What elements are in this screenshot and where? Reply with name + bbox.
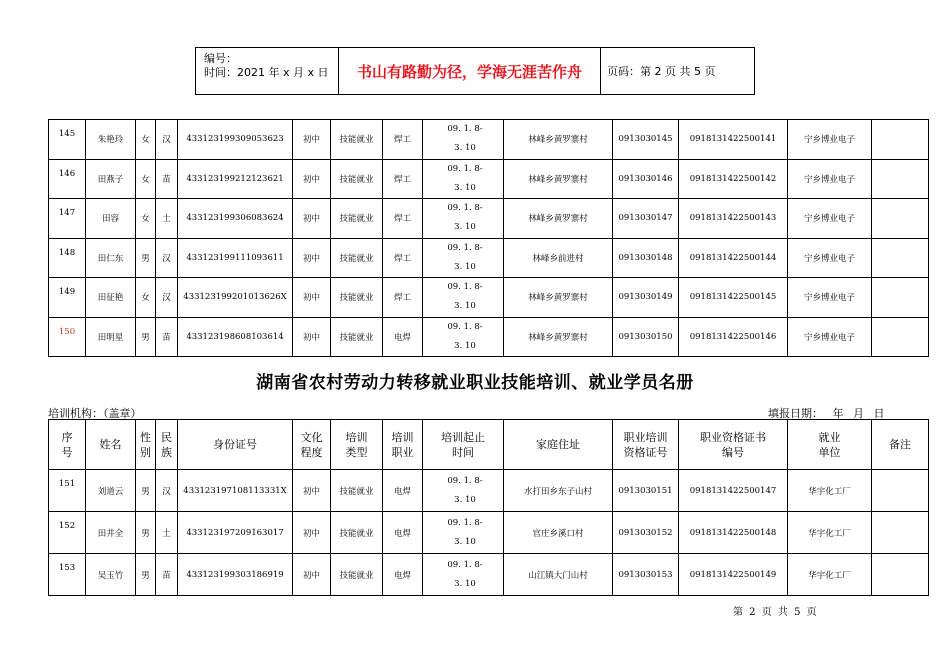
- cell-eth: 汉: [156, 238, 178, 278]
- col-header-unit: 就业单位: [788, 420, 872, 470]
- cell-id: 433123199309053623: [178, 120, 293, 160]
- motto: 书山有路勤为径，学海无涯苦作舟: [339, 48, 601, 94]
- cell-name: 田容: [86, 199, 136, 239]
- cell-edu: 初中: [293, 278, 331, 318]
- cell-date: [423, 317, 504, 357]
- cell-type: 技能就业: [331, 199, 383, 239]
- cell-job: 焊工: [383, 278, 423, 318]
- cell-job: 电焊: [383, 470, 423, 512]
- cell-sex: 男: [136, 512, 156, 554]
- cell-qual: 0918131422500142: [679, 159, 788, 199]
- cell-type: 技能就业: [331, 512, 383, 554]
- cell-qual: 0918131422500141: [679, 120, 788, 160]
- cell-edu: 初中: [293, 470, 331, 512]
- cell-note: [872, 554, 929, 596]
- cell-date: [423, 199, 504, 239]
- col-header-date: 培训起止时间: [423, 420, 504, 470]
- col-header-note: 备注: [872, 420, 929, 470]
- col-header-cert: 职业培训资格证号: [613, 420, 679, 470]
- training-org-label: 培训机构：（盖章）: [48, 407, 142, 420]
- cell-name: 田明星: [86, 317, 136, 357]
- cell-eth: 汉: [156, 120, 178, 160]
- cell-note: [872, 199, 929, 239]
- col-header-no: 序号: [49, 420, 86, 470]
- cell-sex: 男: [136, 470, 156, 512]
- cell-job: 焊工: [383, 120, 423, 160]
- date-end: 3. 10: [454, 536, 476, 547]
- cell-eth: 汉: [156, 278, 178, 318]
- cell-no: 148: [49, 238, 86, 278]
- cell-cert: 0913030145: [613, 120, 679, 160]
- page-header: [195, 47, 755, 95]
- cell-type: 技能就业: [331, 278, 383, 318]
- cell-cert: 0913030147: [613, 199, 679, 239]
- date-start: 09. 1. 8-: [447, 124, 483, 135]
- cell-sex: 女: [136, 159, 156, 199]
- cell-name: 田征艳: [86, 278, 136, 318]
- cell-name: 朱艳玲: [86, 120, 136, 160]
- cell-edu: 初中: [293, 199, 331, 239]
- cell-note: [872, 120, 929, 160]
- table-row: [49, 120, 929, 160]
- cell-name: 吴玉竹: [86, 554, 136, 596]
- cell-name: 田燕子: [86, 159, 136, 199]
- cell-id: 433123199111093611: [178, 238, 293, 278]
- cell-qual: 0918131422500146: [679, 317, 788, 357]
- cell-qual: 0918131422500148: [679, 512, 788, 554]
- page-footer: 第 2 页 共 5 页: [733, 607, 817, 618]
- cell-type: 技能就业: [331, 238, 383, 278]
- col-header-qual: 职业资格证书编号: [679, 420, 788, 470]
- table-row: [49, 278, 929, 318]
- cell-job: 焊工: [383, 238, 423, 278]
- cell-cert: 0913030146: [613, 159, 679, 199]
- cell-sex: 女: [136, 199, 156, 239]
- cell-eth: 苗: [156, 554, 178, 596]
- cell-job: 焊工: [383, 199, 423, 239]
- cell-unit: 宁乡博业电子: [788, 278, 872, 318]
- cell-date: [423, 278, 504, 318]
- cell-job: 焊工: [383, 159, 423, 199]
- cell-type: 技能就业: [331, 470, 383, 512]
- date-end: 3. 10: [454, 340, 476, 351]
- cell-id: 433123197209163017: [178, 512, 293, 554]
- col-header-id: 身份证号: [178, 420, 293, 470]
- date-start: 09. 1. 8-: [447, 475, 483, 486]
- date-end: 3. 10: [454, 578, 476, 589]
- cell-cert: 0913030150: [613, 317, 679, 357]
- cell-qual: 0918131422500147: [679, 470, 788, 512]
- cell-eth: 土: [156, 199, 178, 239]
- cell-cert: 0913030149: [613, 278, 679, 318]
- cell-qual: 0918131422500149: [679, 554, 788, 596]
- cell-addr: 水打田乡东子山村: [504, 470, 613, 512]
- number-label: 编号：: [204, 52, 237, 65]
- cell-addr: 林峰乡黄罗寨村: [504, 278, 613, 318]
- cell-addr: 官庄乡溪口村: [504, 512, 613, 554]
- cell-eth: 汉: [156, 470, 178, 512]
- cell-job: 电焊: [383, 512, 423, 554]
- cell-id: 433123198608103614: [178, 317, 293, 357]
- col-header-type: 培训类型: [331, 420, 383, 470]
- date-end: 3. 10: [454, 261, 476, 272]
- table-header-row: [49, 420, 929, 470]
- cell-cert: 0913030153: [613, 554, 679, 596]
- cell-id: 433123199306083624: [178, 199, 293, 239]
- cell-eth: 苗: [156, 159, 178, 199]
- col-header-name: 姓名: [86, 420, 136, 470]
- cell-eth: 苗: [156, 317, 178, 357]
- cell-type: 技能就业: [331, 159, 383, 199]
- cell-id: 433123199303186919: [178, 554, 293, 596]
- cell-addr: 林峰乡前进村: [504, 238, 613, 278]
- cell-edu: 初中: [293, 159, 331, 199]
- date-start: 09. 1. 8-: [447, 517, 483, 528]
- cell-unit: 华宇化工厂: [788, 554, 872, 596]
- cell-addr: 林峰乡黄罗寨村: [504, 159, 613, 199]
- cell-sex: 女: [136, 278, 156, 318]
- cell-type: 技能就业: [331, 317, 383, 357]
- cell-date: [423, 238, 504, 278]
- fill-date-label: 填报日期： 年 月 日: [768, 407, 885, 420]
- cell-sex: 男: [136, 238, 156, 278]
- date-start: 09. 1. 8-: [447, 282, 483, 293]
- cell-no: 152: [49, 512, 86, 554]
- date-start: 09. 1. 8-: [447, 163, 483, 174]
- table-row: [49, 317, 929, 357]
- cell-sex: 男: [136, 317, 156, 357]
- cell-no: 145: [49, 120, 86, 160]
- time-label: 时间：2021 年 x 月 x 日: [204, 66, 329, 79]
- cell-job: 电焊: [383, 554, 423, 596]
- cell-addr: 林峰乡黄罗寨村: [504, 317, 613, 357]
- col-header-job: 培训职业: [383, 420, 423, 470]
- date-start: 09. 1. 8-: [447, 242, 483, 253]
- cell-note: [872, 159, 929, 199]
- cell-unit: 华宇化工厂: [788, 470, 872, 512]
- cell-unit: 宁乡博业电子: [788, 199, 872, 239]
- cell-no: 146: [49, 159, 86, 199]
- table-row: [49, 199, 929, 239]
- cell-addr: 山江镇大门山村: [504, 554, 613, 596]
- cell-no: 149: [49, 278, 86, 318]
- cell-no: 151: [49, 470, 86, 512]
- cell-eth: 土: [156, 512, 178, 554]
- cell-note: [872, 317, 929, 357]
- cell-edu: 初中: [293, 317, 331, 357]
- date-end: 3. 10: [454, 182, 476, 193]
- cell-unit: 宁乡博业电子: [788, 159, 872, 199]
- cell-note: [872, 238, 929, 278]
- cell-edu: 初中: [293, 120, 331, 160]
- table-row: [49, 512, 929, 554]
- cell-type: 技能就业: [331, 120, 383, 160]
- date-start: 09. 1. 8-: [447, 203, 483, 214]
- cell-unit: 华宇化工厂: [788, 512, 872, 554]
- cell-note: [872, 512, 929, 554]
- roster-table-bottom: [48, 419, 929, 596]
- cell-no: 153: [49, 554, 86, 596]
- cell-cert: 0913030148: [613, 238, 679, 278]
- cell-note: [872, 470, 929, 512]
- col-header-eth: 民族: [156, 420, 178, 470]
- cell-addr: 林峰乡黄罗寨村: [504, 120, 613, 160]
- date-end: 3. 10: [454, 494, 476, 505]
- table-row: [49, 554, 929, 596]
- cell-date: [423, 159, 504, 199]
- col-header-sex: 性别: [136, 420, 156, 470]
- table-row: [49, 238, 929, 278]
- cell-no: 147: [49, 199, 86, 239]
- cell-job: 电焊: [383, 317, 423, 357]
- date-start: 09. 1. 8-: [447, 559, 483, 570]
- cell-no: 150: [49, 317, 86, 357]
- cell-unit: 宁乡博业电子: [788, 120, 872, 160]
- cell-qual: 0918131422500144: [679, 238, 788, 278]
- table-row: [49, 159, 929, 199]
- cell-sex: 男: [136, 554, 156, 596]
- cell-date: [423, 470, 504, 512]
- cell-name: 田井全: [86, 512, 136, 554]
- date-start: 09. 1. 8-: [447, 321, 483, 332]
- cell-id: 433123197108113331X: [178, 470, 293, 512]
- cell-type: 技能就业: [331, 554, 383, 596]
- cell-addr: 林峰乡黄罗寨村: [504, 199, 613, 239]
- cell-edu: 初中: [293, 554, 331, 596]
- cell-qual: 0918131422500143: [679, 199, 788, 239]
- page-title: 湖南省农村劳动力转移就业职业技能培训、就业学员名册: [256, 373, 694, 393]
- cell-edu: 初中: [293, 512, 331, 554]
- cell-date: [423, 120, 504, 160]
- page-label: 页码：第 2 页 共 5 页: [607, 65, 716, 78]
- cell-date: [423, 554, 504, 596]
- cell-name: 刘道云: [86, 470, 136, 512]
- cell-note: [872, 278, 929, 318]
- cell-name: 田仁东: [86, 238, 136, 278]
- header-meta: [196, 48, 339, 94]
- date-end: 3. 10: [454, 301, 476, 312]
- cell-unit: 宁乡博业电子: [788, 317, 872, 357]
- table-row: [49, 470, 929, 512]
- date-end: 3. 10: [454, 143, 476, 154]
- cell-id: 433123199201013626X: [178, 278, 293, 318]
- col-header-edu: 文化程度: [293, 420, 331, 470]
- cell-date: [423, 512, 504, 554]
- cell-id: 433123199212123621: [178, 159, 293, 199]
- cell-sex: 女: [136, 120, 156, 160]
- date-end: 3. 10: [454, 222, 476, 233]
- cell-cert: 0913030152: [613, 512, 679, 554]
- cell-cert: 0913030151: [613, 470, 679, 512]
- cell-edu: 初中: [293, 238, 331, 278]
- roster-table-top: [48, 119, 929, 357]
- cell-unit: 宁乡博业电子: [788, 238, 872, 278]
- cell-qual: 0918131422500145: [679, 278, 788, 318]
- col-header-addr: 家庭住址: [504, 420, 613, 470]
